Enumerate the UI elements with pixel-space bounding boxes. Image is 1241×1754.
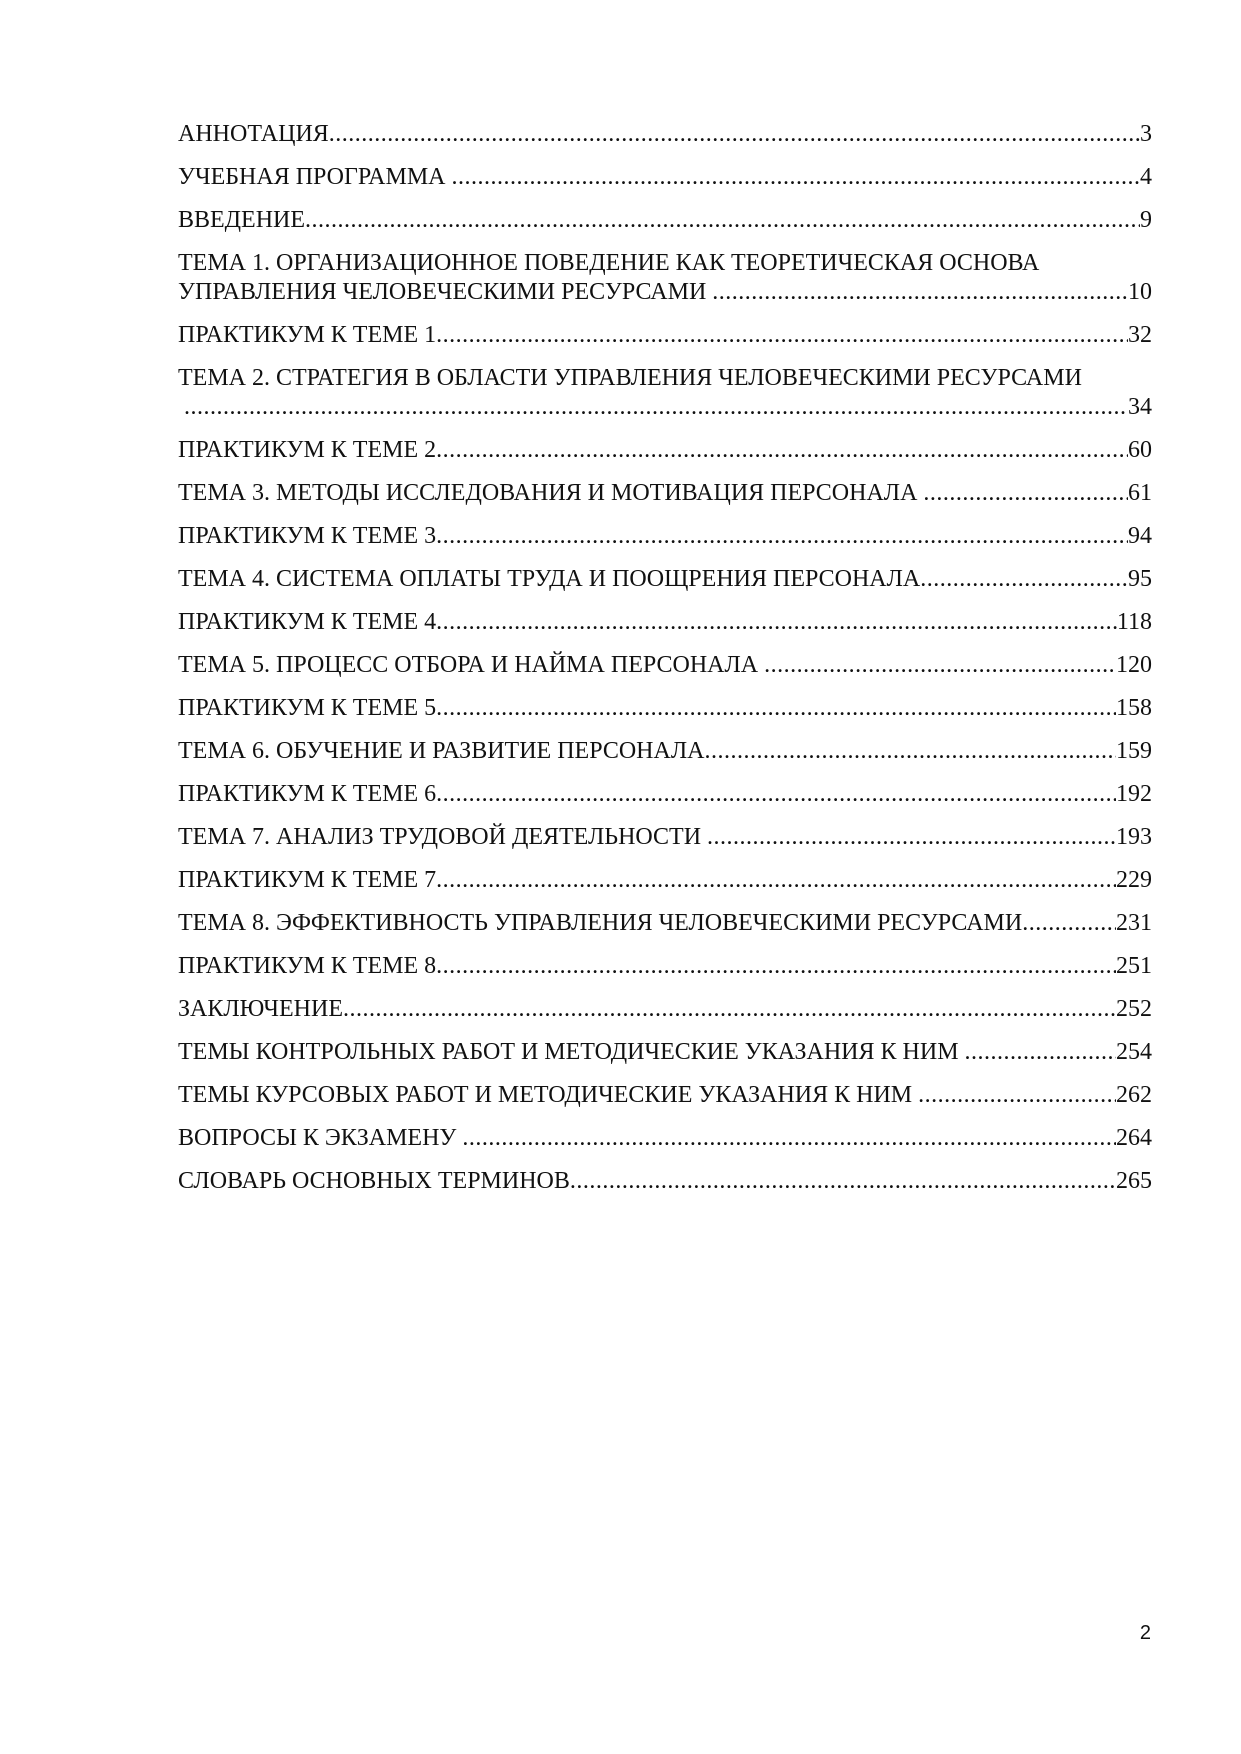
toc-entry-title: СЛОВАРЬ ОСНОВНЫХ ТЕРМИНОВ — [178, 1168, 570, 1194]
toc-entry[interactable] — [178, 866, 1152, 895]
toc-entry-title: ТЕМА 3. МЕТОДЫ ИССЛЕДОВАНИЯ И МОТИВАЦИЯ ПЕРСОНАЛА — [178, 480, 924, 506]
toc-entry-page-number: 251 — [1116, 953, 1152, 979]
toc-entry-line — [178, 565, 1152, 594]
toc-entry[interactable] — [178, 1038, 1152, 1067]
dot-leader — [764, 651, 1116, 680]
toc-entry-title: УЧЕБНАЯ ПРОГРАММА — [178, 164, 452, 190]
toc-entry-line — [178, 608, 1152, 637]
toc-entry-line — [178, 909, 1152, 938]
toc-entry-line — [178, 866, 1152, 895]
toc-entry[interactable] — [178, 823, 1152, 852]
toc-entry-page-number: 254 — [1116, 1039, 1152, 1065]
dot-leader — [436, 321, 1128, 350]
toc-entry-title: ПРАКТИКУМ К ТЕМЕ 5 — [178, 695, 437, 721]
toc-entry-page-number: 120 — [1116, 652, 1152, 678]
toc-entry-page-number: 10 — [1128, 279, 1152, 305]
toc-entry-title: ТЕМА 7. АНАЛИЗ ТРУДОВОЙ ДЕЯТЕЛЬНОСТИ — [178, 824, 708, 850]
toc-entry-title: ПРАКТИКУМ К ТЕМЕ 7 — [178, 867, 437, 893]
dot-leader — [712, 278, 1128, 307]
dot-leader — [305, 206, 1140, 235]
toc-entry-page-number: 193 — [1116, 824, 1152, 850]
toc-entry-line — [178, 823, 1152, 852]
toc-entry[interactable] — [178, 995, 1152, 1024]
toc-entry[interactable] — [178, 249, 1152, 307]
toc-entry-line — [178, 780, 1152, 809]
toc-entry-title-line: ТЕМА 2. СТРАТЕГИЯ В ОБЛАСТИ УПРАВЛЕНИЯ ЧЕЛОВЕЧЕСКИМИ РЕСУРСАМИ — [178, 365, 1082, 391]
dot-leader — [436, 436, 1128, 465]
dot-leader — [704, 737, 1116, 766]
toc-entry-line — [178, 436, 1152, 465]
dot-leader — [436, 608, 1117, 637]
toc-entry-page-number: 231 — [1116, 910, 1152, 936]
toc-entry[interactable] — [178, 694, 1152, 723]
toc-entry-page-number: 159 — [1116, 738, 1152, 764]
toc-entry-title: ВВЕДЕНИЕ — [178, 207, 306, 233]
toc-entry-page-number: 158 — [1116, 695, 1152, 721]
toc-entry[interactable] — [178, 163, 1152, 192]
dot-leader — [923, 479, 1128, 508]
toc-entry-page-number: 3 — [1140, 121, 1152, 147]
toc-entry[interactable] — [178, 436, 1152, 465]
dot-leader — [329, 120, 1140, 149]
dot-leader — [436, 694, 1116, 723]
toc-entry[interactable] — [178, 1124, 1152, 1153]
toc-entry[interactable] — [178, 952, 1152, 981]
dot-leader — [462, 1124, 1116, 1153]
toc-entry[interactable] — [178, 780, 1152, 809]
toc-entry-title: АННОТАЦИЯ — [178, 121, 329, 147]
dot-leader — [436, 780, 1116, 809]
toc-entry-line — [178, 1081, 1152, 1110]
toc-entry-page-number: 118 — [1116, 609, 1152, 635]
toc-entry[interactable] — [178, 608, 1152, 637]
dot-leader — [965, 1038, 1116, 1067]
toc-entry-title: ПРАКТИКУМ К ТЕМЕ 1 — [178, 322, 437, 348]
toc-entry-page-number: 9 — [1140, 207, 1152, 233]
toc-entry-page-number: 4 — [1140, 164, 1152, 190]
dot-leader — [436, 952, 1116, 981]
toc-entry-line — [178, 206, 1152, 235]
dot-leader — [918, 1081, 1116, 1110]
dot-leader — [920, 565, 1128, 594]
toc-entry[interactable] — [178, 364, 1152, 422]
toc-entry-line — [178, 694, 1152, 723]
dot-leader — [570, 1167, 1116, 1196]
toc-entry-line — [178, 522, 1152, 551]
toc-entry-page-number: 34 — [1128, 394, 1152, 420]
toc-entry-title: ПРАКТИКУМ К ТЕМЕ 2 — [178, 437, 437, 463]
toc-entry-title: ТЕМА 5. ПРОЦЕСС ОТБОРА И НАЙМА ПЕРСОНАЛА — [178, 652, 765, 678]
toc-entry[interactable] — [178, 522, 1152, 551]
toc-entry[interactable] — [178, 565, 1152, 594]
toc-entry-title: УПРАВЛЕНИЯ ЧЕЛОВЕЧЕСКИМИ РЕСУРСАМИ — [178, 279, 713, 305]
toc-entry-title: ПРАКТИКУМ К ТЕМЕ 3 — [178, 523, 437, 549]
toc-entry-page-number: 252 — [1116, 996, 1152, 1022]
toc-entry-title: ПРАКТИКУМ К ТЕМЕ 6 — [178, 781, 437, 807]
toc-entry[interactable] — [178, 651, 1152, 680]
toc-entry-page-number: 264 — [1116, 1125, 1152, 1151]
page-number: 2 — [1139, 1622, 1151, 1644]
toc-entry-title: ТЕМА 6. ОБУЧЕНИЕ И РАЗВИТИЕ ПЕРСОНАЛА — [178, 738, 705, 764]
toc-entry-title: ТЕМА 8. ЭФФЕКТИВНОСТЬ УПРАВЛЕНИЯ ЧЕЛОВЕЧЕСКИМИ РЕСУРСАМИ — [178, 910, 1023, 936]
toc-entry-line — [178, 278, 1152, 307]
toc-entry-page-number: 60 — [1128, 437, 1152, 463]
toc-entry-title: ПРАКТИКУМ К ТЕМЕ 8 — [178, 953, 437, 979]
toc-entry-page-number: 32 — [1128, 322, 1152, 348]
toc-entry-line — [178, 1038, 1152, 1067]
toc-entry-title-line: ТЕМА 1. ОРГАНИЗАЦИОННОЕ ПОВЕДЕНИЕ КАК ТЕОРЕТИЧЕСКАЯ ОСНОВА — [178, 250, 1040, 276]
toc-entry-line — [178, 952, 1152, 981]
toc-entry-title: ТЕМЫ КОНТРОЛЬНЫХ РАБОТ И МЕТОДИЧЕСКИЕ УКАЗАНИЯ К НИМ — [178, 1039, 965, 1065]
toc-entry[interactable] — [178, 479, 1152, 508]
toc-entry-page-number: 265 — [1116, 1168, 1152, 1194]
toc-entry[interactable] — [178, 737, 1152, 766]
toc-entry-line — [178, 737, 1152, 766]
toc-entry[interactable] — [178, 1081, 1152, 1110]
toc-entry-line — [178, 479, 1152, 508]
toc-entry-title: ТЕМЫ КУРСОВЫХ РАБОТ И МЕТОДИЧЕСКИЕ УКАЗАНИЯ К НИМ — [178, 1082, 919, 1108]
toc-entry[interactable] — [178, 120, 1152, 149]
toc-entry-page-number: 192 — [1116, 781, 1152, 807]
dot-leader — [184, 393, 1128, 422]
toc-entry-line — [178, 1167, 1152, 1196]
toc-entry-page-number: 262 — [1116, 1082, 1152, 1108]
toc-entry-page-number: 95 — [1128, 566, 1152, 592]
dot-leader — [1022, 909, 1116, 938]
toc-entry-title: ПРАКТИКУМ К ТЕМЕ 4 — [178, 609, 437, 635]
toc-entry[interactable] — [178, 321, 1152, 350]
toc-entry-title: ВОПРОСЫ К ЭКЗАМЕНУ — [178, 1125, 463, 1151]
toc-entry-line — [178, 120, 1152, 149]
dot-leader — [452, 163, 1140, 192]
toc-entry-title: ЗАКЛЮЧЕНИЕ — [178, 996, 343, 1022]
toc-entry[interactable] — [178, 909, 1152, 938]
toc-entry-line — [178, 651, 1152, 680]
dot-leader — [343, 995, 1116, 1024]
toc-entry-title: ТЕМА 4. СИСТЕМА ОПЛАТЫ ТРУДА И ПООЩРЕНИЯ ПЕРСОНАЛА — [178, 566, 921, 592]
toc-entry-line — [178, 163, 1152, 192]
toc-entry[interactable] — [178, 1167, 1152, 1196]
toc-entry[interactable] — [178, 206, 1152, 235]
table-of-contents — [178, 120, 1152, 1210]
toc-entry-page-number: 94 — [1128, 523, 1152, 549]
dot-leader — [436, 866, 1116, 895]
dot-leader — [707, 823, 1116, 852]
toc-entry-page-number: 229 — [1116, 867, 1152, 893]
dot-leader — [436, 522, 1128, 551]
toc-entry-line — [178, 321, 1152, 350]
toc-entry-line — [178, 1124, 1152, 1153]
toc-entry-line — [178, 995, 1152, 1024]
toc-entry-line — [178, 393, 1152, 422]
toc-entry-page-number: 61 — [1128, 480, 1152, 506]
